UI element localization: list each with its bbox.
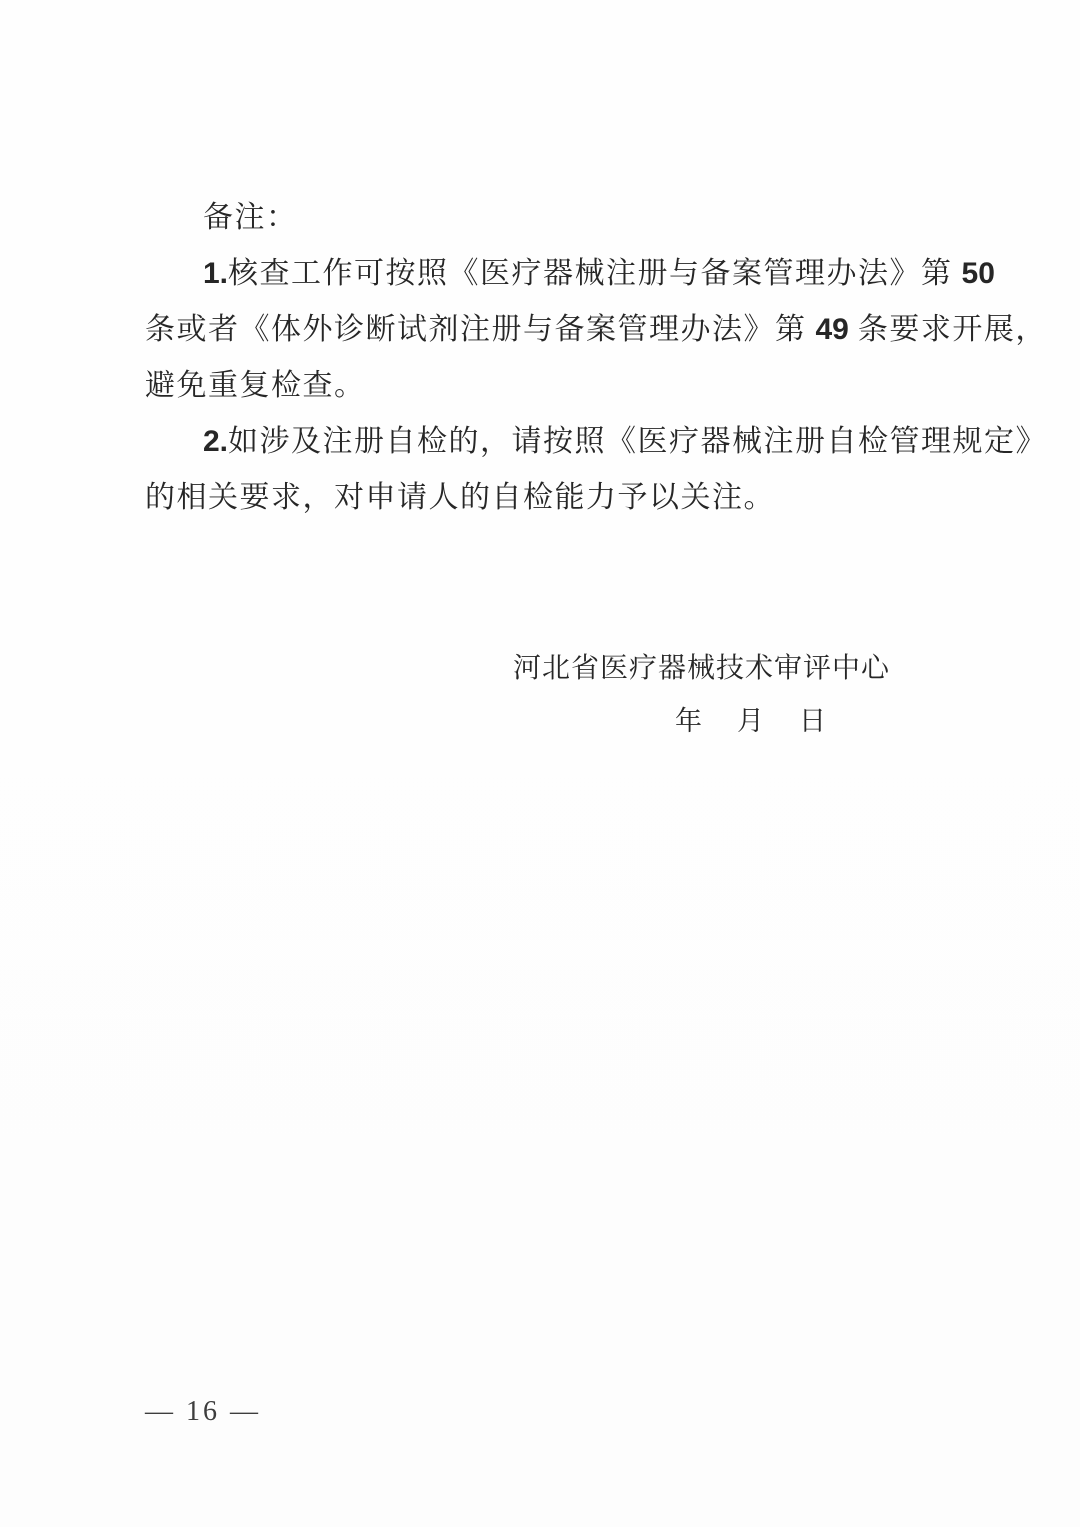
note-1-line-1-text: 核查工作可按照《医疗器械注册与备案管理办法》第 (228, 257, 962, 290)
notes-heading (145, 190, 1015, 246)
page-number-footer: — 16 — (145, 1396, 261, 1427)
note-1-line-2 (145, 302, 1047, 358)
signature-date-line: 年 月 日 (675, 706, 830, 736)
signature-organization: 河北省医疗器械技术审评中心 (512, 653, 890, 684)
note-1-line-2-article-number: 49 (815, 313, 849, 346)
note-1-number: 1. (203, 257, 229, 290)
note-2-line-2-text: 的相关要求，对申请人的自检能力予以关注。 (145, 481, 775, 514)
note-1-line-3 (145, 358, 1015, 414)
notes-section (145, 190, 1048, 526)
note-1-line-2-text-end: 条要求开展， (848, 313, 1047, 346)
note-2-line-1-text: 如涉及注册自检的，请按照《医疗器械注册自检管理规定》 (228, 425, 1048, 458)
note-2-number: 2. (203, 425, 229, 458)
note-1-line-2-text: 条或者《体外诊断试剂注册与备案管理办法》第 (145, 313, 816, 346)
note-1-line-1 (145, 246, 1015, 302)
note-2-line-1 (145, 414, 1048, 470)
note-2-line-2 (145, 470, 1015, 526)
note-1-line-3-text: 避免重复检查。 (145, 369, 366, 402)
note-1-line-1-article-number: 50 (961, 257, 995, 290)
notes-heading-label: 备注： (203, 201, 298, 234)
signature-block (0, 643, 1080, 747)
